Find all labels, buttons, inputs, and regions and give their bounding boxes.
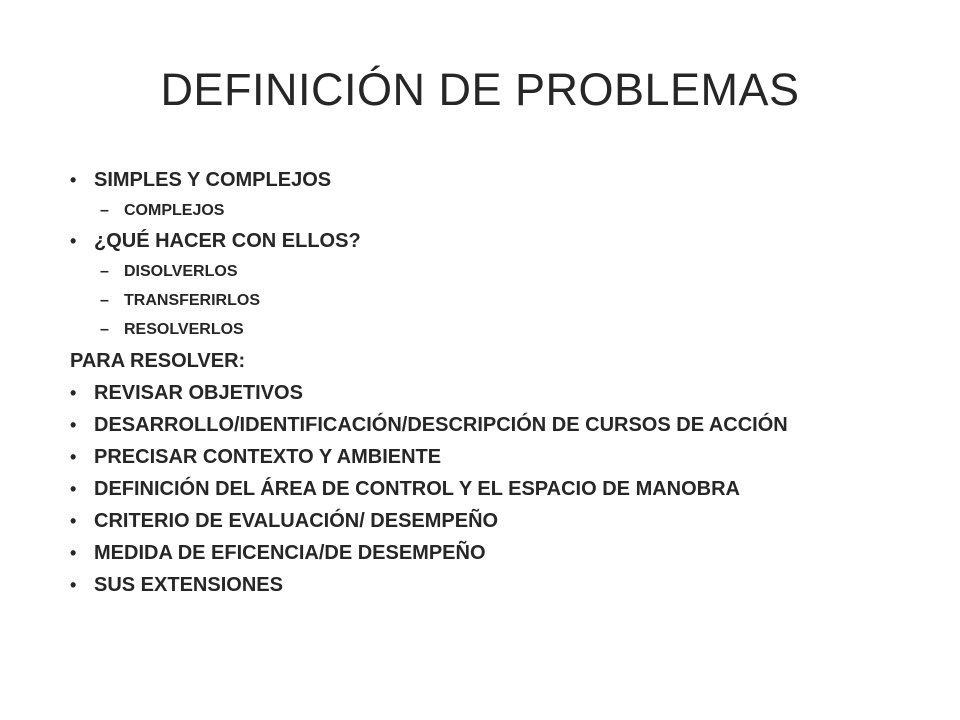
bullet-marker: •: [70, 231, 77, 251]
bullet-marker: •: [70, 511, 77, 531]
list-item-text: COMPLEJOS: [124, 202, 225, 219]
list-item-text: SUS EXTENSIONES: [94, 574, 283, 596]
list-item-text: ¿QUÉ HACER CON ELLOS?: [94, 230, 361, 252]
list-item: [70, 413, 930, 437]
list-item-text: REVISAR OBJETIVOS: [94, 382, 303, 404]
list-item-text: RESOLVERLOS: [124, 321, 244, 338]
dash-marker: –: [100, 263, 109, 280]
sub-list-item: [70, 291, 930, 311]
bullet-marker: •: [70, 479, 77, 499]
section-heading: [70, 349, 930, 373]
bullet-list: [70, 168, 930, 597]
bullet-marker: •: [70, 383, 77, 403]
list-item: [70, 381, 930, 405]
list-item: [70, 573, 930, 597]
slide-title: DEFINICIÓN DE PROBLEMAS: [160, 64, 800, 115]
list-item: [70, 477, 930, 501]
dash-marker: –: [100, 321, 109, 338]
sub-list-item: [70, 320, 930, 340]
bullet-marker: •: [70, 447, 77, 467]
sub-list-item: [70, 201, 930, 221]
list-item-text: DEFINICIÓN DEL ÁREA DE CONTROL Y EL ESPACIO DE MANOBRA: [94, 478, 740, 500]
list-item-text: SIMPLES Y COMPLEJOS: [94, 169, 332, 191]
list-item-text: CRITERIO DE EVALUACIÓN/ DESEMPEÑO: [94, 510, 499, 532]
list-item-text: TRANSFERIRLOS: [124, 292, 260, 309]
list-item-text: PRECISAR CONTEXTO Y AMBIENTE: [94, 446, 442, 468]
list-item-text: DISOLVERLOS: [124, 263, 238, 280]
list-item-text: PARA RESOLVER:: [70, 350, 246, 372]
list-item: [70, 168, 930, 192]
list-item: [70, 509, 930, 533]
list-item: [70, 445, 930, 469]
list-item-text: DESARROLLO/IDENTIFICACIÓN/DESCRIPCIÓN DE CURSOS DE ACCIÓN: [94, 414, 788, 436]
list-item-text: MEDIDA DE EFICENCIA/DE DESEMPEÑO: [94, 542, 486, 564]
sub-list-item: [70, 262, 930, 282]
bullet-marker: •: [70, 543, 77, 563]
dash-marker: –: [100, 202, 109, 219]
bullet-marker: •: [70, 415, 77, 435]
bullet-marker: •: [70, 170, 77, 190]
list-item: [70, 541, 930, 565]
bullet-marker: •: [70, 575, 77, 595]
list-item: [70, 229, 930, 253]
dash-marker: –: [100, 292, 109, 309]
